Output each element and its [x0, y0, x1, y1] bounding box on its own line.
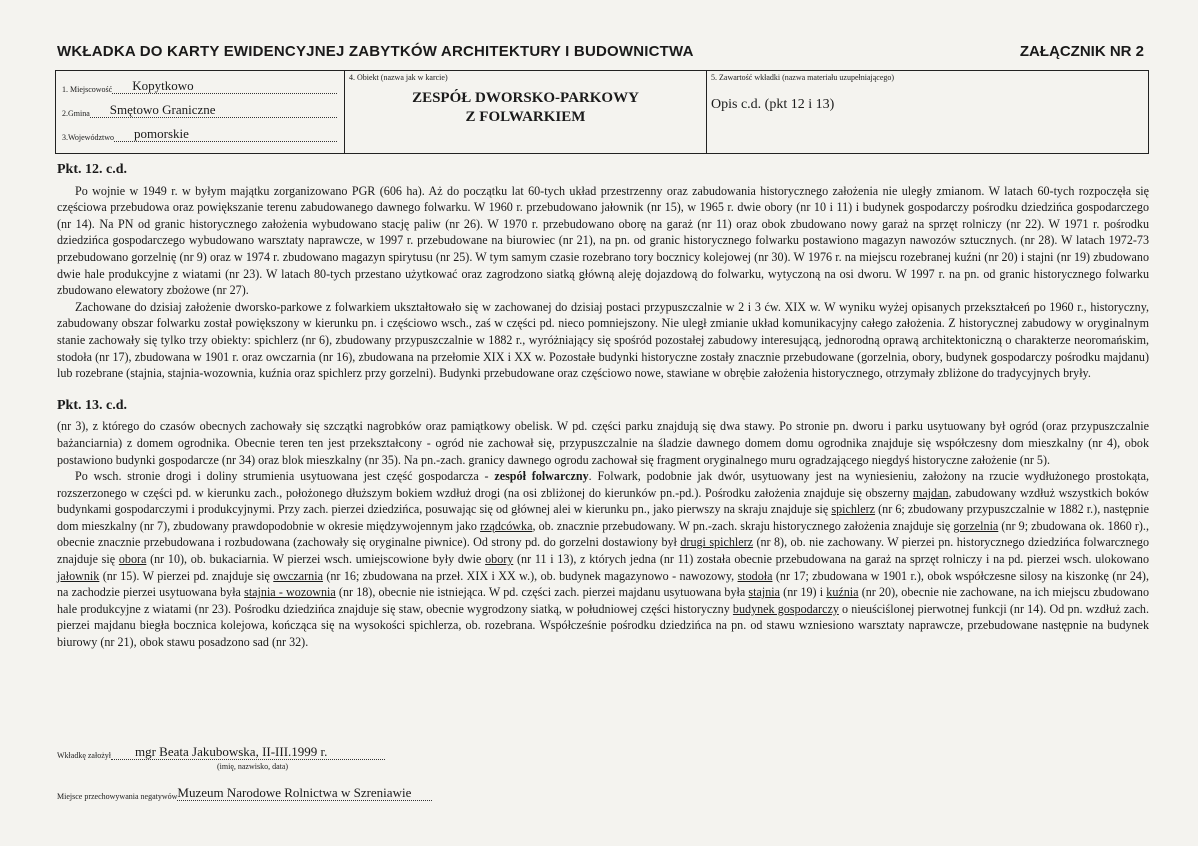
contents-cell	[707, 71, 1148, 153]
text-run: (nr 19) i	[780, 585, 827, 600]
emphasized-term: kuźnia	[826, 585, 859, 600]
text-run: (nr 11 i 13), z których jedna (nr 11) została obecnie przebudowana na garaż na sprzęt rolniczy i na pd. pierzei wsch. ulokowano	[513, 552, 1149, 567]
text-run: (nr 15). W pierzei pd. znajduje się	[99, 568, 274, 583]
wojewodztwo-label: 3.Województwo	[62, 133, 115, 142]
wojewodztwo-field	[62, 127, 337, 142]
text-run: , ob. znacznie przebudowany. W pn.-zach. skraju historycznego założenia znajduje się	[532, 518, 954, 533]
text-run: . Folwark, podobnie jak dwór, usytuowany jest na wyniesieniu, założony na rzucie wydłużonego prostokąta, rozszerzonego w części pd. w kierunku zach., położonego dłuższym bokiem wzdłuż drogi (na osi zbliżonej do kierunków pn.-pd.). Pośrodku założenia znajduje się obszerny	[57, 469, 1149, 500]
emphasized-term: jałownik	[57, 568, 100, 583]
object-name	[345, 89, 706, 127]
gmina-field	[62, 103, 337, 118]
emphasized-term: gorzelnia	[953, 518, 999, 533]
text-run: Po wsch. stronie drogi i doliny strumienia usytuowana jest część gospodarcza -	[75, 469, 495, 484]
emphasized-term: majdan	[912, 485, 949, 500]
section-12-paragraph-1: Po wojnie w 1949 r. w byłym majątku zorganizowano PGR (606 ha). Aż do początku lat 60-tych układ przestrzenny oraz zabudowania historycznego założenia nie uległy zmianom. W latach 60-tych rozpoczęła się częściowa przebudowa oraz powiększanie terenu zabudowanego dawnego folwarku. W 1960 r. przebudowano jałownik (nr 15), w 1965 r. dwie obory (nr 10 i 11) i budynek gospodarczy pośrodku dziedzińca gospodarczego (nr 14). Na PN od granic historycznego założenia wybudowano stację paliw (nr 26). W 1970 r. przebudowano oborę na garaż (nr 11) oraz obok zbudowano nowy garaż na sprzęt rolniczy (nr 22). W 1971 r. pośrodku dziedzińca gospodarczego wybudowano warsztaty naprawcze, w 1997 r. przebudowane na biurowiec (nr 21), na pn. od granic historycznego folwarku postawiono magazyn nawozów sztucznych. (nr 28). W latach 1972-73 przebudowano gorzelnię (nr 9) oraz w 1974 r. zbudowano magazyn spirytusu (nr 25). W tym samym czasie rozebrano tory bocznicy kolejowej (nr 30). W 1976 r. na miejscu rozebranej kuźni (nr 20) i stajni (nr 19) zbudowano dwie hale produkcyjne z wiatami (nr 23). W latach 80-tych przestano użytkować oraz zagrodzono siatką główną aleję dojazdową do folwarku, wytyczoną na osi dworu. W 1997 r. na pn. od granic historycznego folwarku zbudowano elewatory zbożowe (nr 27).	[57, 183, 1149, 298]
text-run: (nr 18), obecnie nie istniejąca. W pd. części zach. pierzei majdanu usytuowana była	[335, 585, 749, 600]
prepared-value: mgr Beata Jakubowska, II-III.1999 r.	[111, 745, 385, 760]
emphasized-term: zespół folwarczny	[494, 469, 589, 484]
gmina-value: Smętowo Graniczne	[90, 103, 337, 118]
text-run: (nr 10), ob. bukaciarnia. W pierzei wsch. umiejscowione były dwie	[146, 552, 486, 567]
text-run: o nieuściślonej pierwotnej funkcji (nr 14). Od pn. wzdłuż zach. pierzei majdanu biegła bocznica kolejowa, kończąca się na wysokości spichlerza, ob. rozebrana. Współcześnie pośrodku dziedzińca na pn. od stawu wzniesiono warsztaty naprawcze, przebudowane następnie na budynek biurowy (nr 21), obok stawu posadzono sad (nr 32).	[57, 601, 1150, 650]
miejscowosc-value: Kopytkowo	[112, 79, 337, 94]
emphasized-term: budynek gospodarczy	[732, 601, 839, 616]
miejscowosc-field	[62, 79, 337, 94]
text-run: (nr 8), ob. nie zachowany. W pierzei pn. historycznego dziedzińca folwarcznego znajduje się	[57, 535, 1150, 567]
document-title: WKŁADKA DO KARTY EWIDENCYJNEJ ZABYTKÓW ARCHITEKTURY I BUDOWNICTWA	[57, 43, 694, 60]
prepared-label: Wkładkę założył	[57, 751, 111, 760]
contents-label: 5. Zawartość wkładki (nazwa materiału uzupełniającego)	[711, 73, 895, 82]
document-body	[57, 162, 1149, 651]
emphasized-term: obora	[118, 552, 147, 567]
section-13-paragraph-1: (nr 3), z którego do czasów obecnych zachowały się szczątki nagrobków oraz pamiątkowy obelisk. W pd. części parku znajdują się dwa stawy. Po stronie pn. dworu i parku usytuowany był ogród (oraz przypuszczalnie bażanciarnia) z domem ogrodnika. Obecnie teren ten jest przekształcony - ogród nie zachował się, przypuszczalnie na śladzie dawnego domem domu ogrodnika znajduje się współczesny dom mieszkalny (nr 4), obok postawiono budynki gospodarcze (nr 34) oraz blok mieszkalny (nr 35). Na pn.-zach. granicy dawnego ogrodu zachował się fragment oryginalnego muru ogradzającego niegdyś historyczne założenie (nr 5).	[57, 419, 1149, 467]
emphasized-term: stajnia	[748, 585, 780, 600]
prepared-sublabel: (imię, nazwisko, data)	[217, 762, 289, 771]
section-12-paragraph-2: Zachowane do dzisiaj założenie dworsko-parkowe z folwarkiem ukształtowało się w zachowanej do dzisiaj postaci przypuszczalnie w 2 i 3 ćw. XIX w. W wyniku wyżej opisanych przekształceń po 1960 r., historyczny, zabudowany obszar folwarku został powiększony w kierunku pn. i częściowo wsch., zaś w części pd. nieco pomniejszony. Nie uległ zmianie układ komunikacyjny całego założenia. Z historycznej zabudowy w oryginalnym stanie zachowały się tylko trzy obiekty: spichlerz (nr 6), zbudowany przypuszczalnie w 1882 r., wyróżniający się spośród pozostałej zabudowy interesującą, jednorodną oprawą architektoniczną o charakterze neoromańskim, stodoła (nr 17), zbudowana w 1901 r. oraz owczarnia (nr 16), zbudowana na przełomie XIX i XX w. Pozostałe budynki historyczne zostały znacznie przebudowane (gorzelnia, obory, budynek gospodarczy pośrodku majdanu) lub rozebrane (stajnia, stajnia-wozownia, kuźnia oraz spichlerz przy gorzelni). Budynki przebudowane oraz częściowo nowe, stawiane w obrębie założenia historycznego, otrzymały zbliżone do tradycyjnych bryły.	[57, 299, 1149, 381]
location-cell	[56, 71, 345, 153]
section-12-heading: Pkt. 12. c.d.	[57, 162, 127, 177]
contents-value: Opis c.d. (pkt 12 i 13)	[711, 97, 835, 112]
object-label: 4. Obiekt (nazwa jak w karcie)	[349, 73, 448, 82]
section-13-heading: Pkt. 13. c.d.	[57, 397, 127, 413]
emphasized-term: spichlerz	[831, 502, 876, 517]
object-name-line2: Z FOLWARKIEM	[465, 109, 586, 125]
text-run: (nr 20), obecnie nie zachowane, na ich miejscu zbudowano hale produkcyjne z wiatami (nr 23). Pośrodku dziedzińca znajduje się staw, obecnie wygrodzony siatką, w południowej części historyczny	[57, 585, 1149, 616]
storage-value: Muzeum Narodowe Rolnictwa w Szreniawie	[177, 786, 432, 801]
object-cell	[345, 71, 707, 153]
annex-number: ZAŁĄCZNIK NR 2	[1019, 43, 1144, 60]
negatives-storage	[57, 786, 432, 801]
emphasized-term: stajnia - wozownia	[244, 585, 336, 600]
section-13-paragraph-2	[57, 468, 1149, 651]
object-name-line1: ZESPÓŁ DWORSKO-PARKOWY	[412, 90, 639, 106]
emphasized-term: drugi spichlerz	[680, 535, 754, 550]
text-run: (nr 6; zbudowany przypuszczalnie w 1882 r.), następnie dom mieszkalny (nr 7), zbudowany prawdopodobnie w okresie międzywojennym jako	[57, 502, 1150, 533]
header-table	[55, 70, 1149, 154]
emphasized-term: stodoła	[737, 568, 773, 583]
prepared-by	[57, 745, 557, 771]
emphasized-term: rządcówka	[480, 518, 533, 533]
text-run: (nr 9; zbudowana ok. 1860 r)., obecnie znacznie przebudowana i rozbudowana (zachowały się oryginalne piwnice). Od strony pd. do gorzelni dostawiony był	[57, 518, 1149, 550]
wojewodztwo-value: pomorskie	[114, 127, 337, 142]
storage-label: Miejsce przechowywania negatywów	[57, 792, 178, 801]
gmina-label: 2.Gmina	[62, 109, 90, 118]
miejscowosc-label: 1. Miejscowość	[62, 85, 113, 94]
text-run: (nr 16; zbudowana na przeł. XIX i XX w.), ob. budynek magazynowo - nawozowy,	[322, 568, 738, 583]
emphasized-term: owczarnia	[273, 568, 323, 583]
text-run: (nr 17; zbudowana w 1901 r.), obok współczesne silosy na kiszonkę (nr 24), na zachodzie pierzei usytuowana była	[57, 568, 1149, 600]
emphasized-term: obory	[485, 552, 514, 567]
text-run: , zabudowany wzdłuż wszystkich boków budynkami gospodarczymi i produkcyjnymi. Przy zach. pierzei dziedzińca, posuwając się od głównej alei w kierunku pn., jako pierwszy na skraju znajduje się	[57, 485, 1150, 517]
